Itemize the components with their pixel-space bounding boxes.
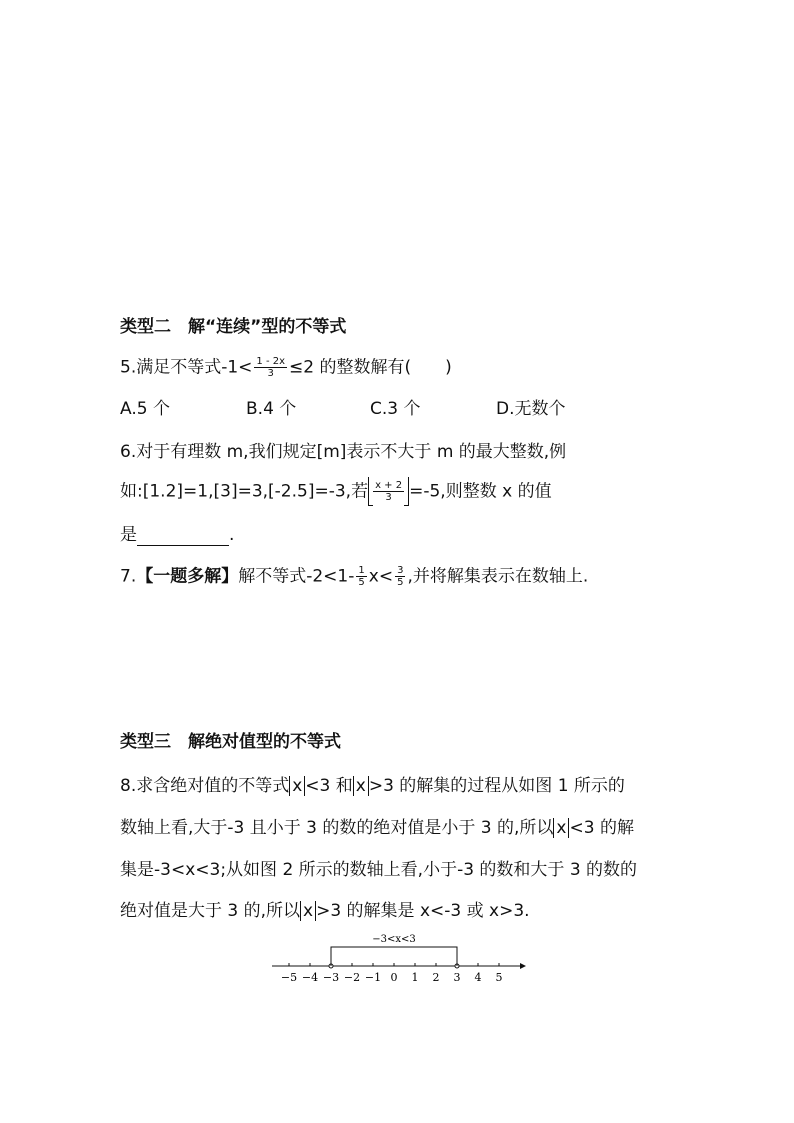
q8-l4a: 绝对值是大于 3 的,所以 <box>120 901 301 921</box>
tick-label: 5 <box>495 971 503 984</box>
q5-frac-num: 1 - 2x <box>256 356 286 367</box>
q6-frac-den: 3 <box>385 492 392 503</box>
q7-text2: x< <box>368 566 394 587</box>
q5-prefix: 5.满足不等式-1< <box>120 357 253 378</box>
section2-heading: 类型二 解“连续”型的不等式 <box>120 317 347 337</box>
q5-suffix: ≤2 的整数解有( ) <box>289 357 452 378</box>
q6-line3-prefix: 是 <box>120 525 137 545</box>
answer-blank[interactable] <box>137 529 229 546</box>
tick-label: 0 <box>390 971 398 984</box>
floor-bracket <box>368 480 409 503</box>
abs-x: x <box>300 901 316 921</box>
q7-frac2-num: 3 <box>397 565 404 576</box>
q8-l2a: 数轴上看,大于-3 且小于 3 的数的绝对值是小于 3 的,所以 <box>120 818 554 838</box>
q8-line2 <box>120 817 634 839</box>
q6-line3-suffix: . <box>229 525 235 545</box>
question-7 <box>120 565 588 588</box>
axis-arrow-icon <box>520 963 526 969</box>
q8-l1a: 8.求含绝对值的不等式 <box>120 776 290 796</box>
tick-label: 1 <box>411 971 419 984</box>
tick-label: −2 <box>343 971 361 984</box>
q6-line2-prefix: 如:[1.2]=1,[3]=3,[-2.5]=-3,若 <box>120 481 369 502</box>
abs-x: x <box>353 776 369 796</box>
q6-line2 <box>120 480 552 503</box>
abs-x: x <box>289 776 305 796</box>
tick-label: −4 <box>301 971 319 984</box>
q7-frac1-den: 5 <box>358 577 365 588</box>
tick-label: −1 <box>364 971 382 984</box>
q8-line4 <box>120 900 530 922</box>
tick-label: −3 <box>322 971 340 984</box>
tick-label: −5 <box>280 971 298 984</box>
q8-l2b: <3 的解 <box>569 818 634 838</box>
choice-b[interactable]: B.4 个 <box>246 399 297 419</box>
choice-d[interactable]: D.无数个 <box>496 399 566 419</box>
q6-frac-num: x + 2 <box>375 480 403 491</box>
q7-tag: 【一题多解】 <box>136 566 239 587</box>
q7-number: 7. <box>120 566 137 587</box>
q6-line3 <box>120 524 234 546</box>
q5-fraction <box>254 356 287 379</box>
q7-fraction-2 <box>395 565 405 588</box>
tick-label: 2 <box>432 971 440 984</box>
q8-l4b: >3 的解集是 x<-3 或 x>3. <box>316 901 530 921</box>
q8-l1b: <3 和 <box>305 776 353 796</box>
q6-fraction <box>373 480 404 503</box>
q7-text3: ,并将解集表示在数轴上. <box>407 566 589 587</box>
q7-text1: 解不等式-2<1- <box>238 566 355 587</box>
question-5 <box>120 356 452 379</box>
q7-fraction-1 <box>356 565 366 588</box>
q5-choices <box>120 398 566 420</box>
q8-line3: 集是-3<x<3;从如图 2 所示的数轴上看,小于-3 的数和大于 3 的数的 <box>120 860 638 880</box>
interval-label: −3<x<3 <box>372 934 416 945</box>
tick-label: 4 <box>474 971 482 984</box>
section3-heading: 类型三 解绝对值型的不等式 <box>120 732 341 752</box>
abs-x: x <box>553 818 569 838</box>
number-line-figure <box>270 930 530 990</box>
choice-a[interactable]: A.5 个 <box>120 399 170 419</box>
q7-frac2-den: 5 <box>397 577 404 588</box>
q8-l1c: >3 的解集的过程从如图 1 所示的 <box>368 776 625 796</box>
q7-frac1-num: 1 <box>358 565 365 576</box>
tick-label: 3 <box>453 971 461 984</box>
choice-c[interactable]: C.3 个 <box>370 399 421 419</box>
q6-line2-suffix: =-5,则整数 x 的值 <box>409 481 552 502</box>
q8-line1 <box>120 775 625 797</box>
q5-frac-den: 3 <box>267 368 274 379</box>
q6-line1: 6.对于有理数 m,我们规定[m]表示不大于 m 的最大整数,例 <box>120 442 567 462</box>
